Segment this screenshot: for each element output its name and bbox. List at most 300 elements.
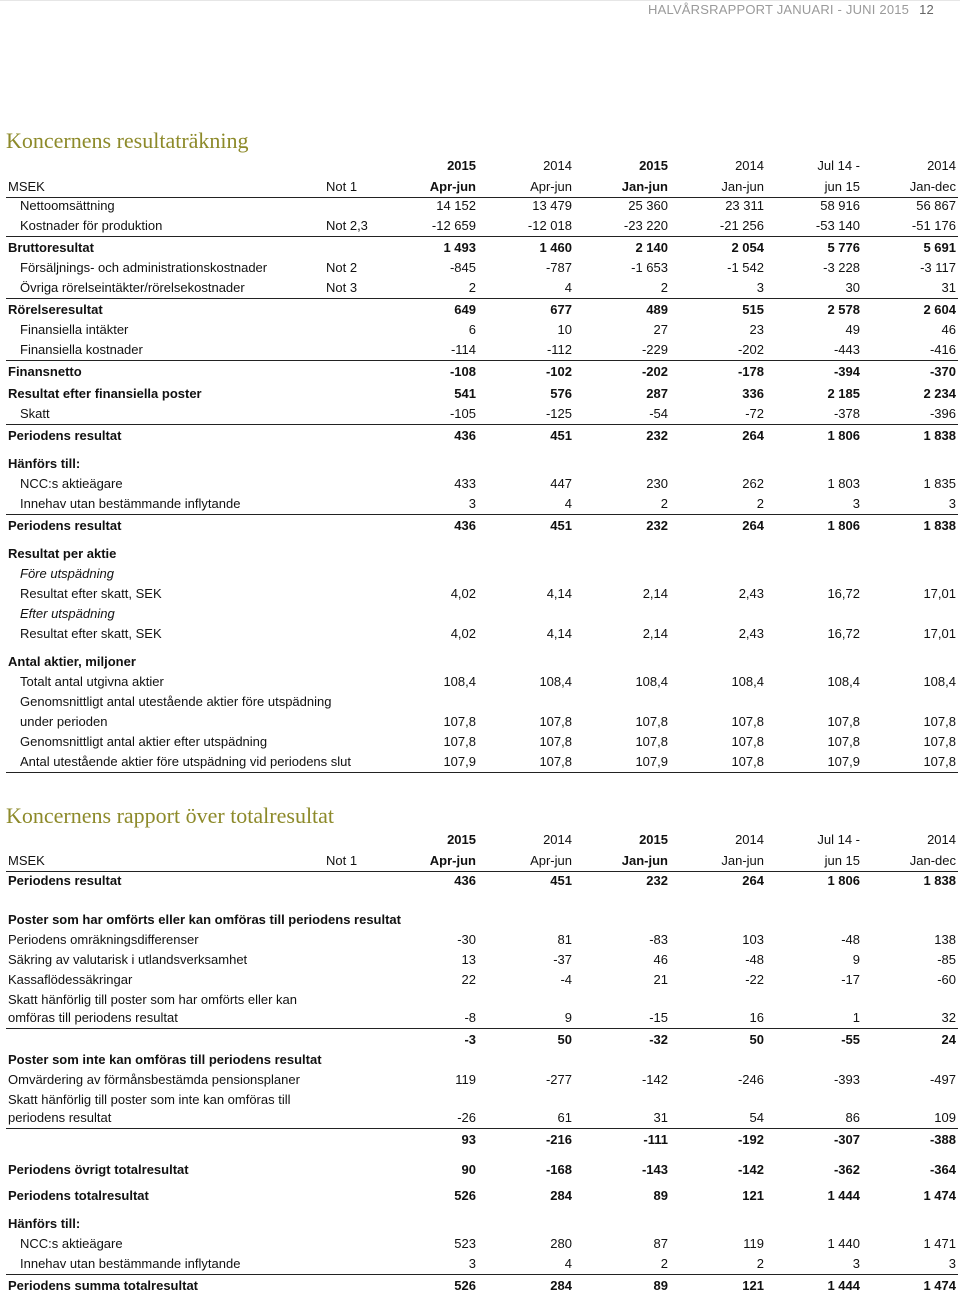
- cell-value: -54: [649, 406, 668, 421]
- cell-value: 107,8: [443, 714, 476, 729]
- cell-value: 264: [742, 428, 764, 443]
- cell-value: 284: [550, 1188, 572, 1203]
- row-label: Omvärdering av förmånsbestämda pensionsplaner: [8, 1072, 300, 1087]
- row-label: Resultat efter skatt, SEK: [20, 626, 162, 641]
- row-label: Hänförs till:: [8, 1216, 81, 1231]
- row-label: Periodens resultat: [8, 428, 122, 443]
- table-row: [6, 300, 958, 320]
- table-row: [6, 584, 958, 604]
- cell-value: 107,8: [635, 714, 668, 729]
- cell-value: 5 776: [827, 240, 860, 255]
- column-period-row: [6, 177, 958, 198]
- cell-value: 436: [454, 428, 476, 443]
- cell-value: 119: [743, 1236, 764, 1251]
- cell-value: 1 806: [827, 428, 860, 443]
- table-row: [6, 238, 958, 258]
- cell-value: 119: [455, 1072, 476, 1087]
- cell-value: -202: [737, 342, 764, 357]
- column-year: 2014: [543, 158, 572, 173]
- cell-value: 121: [742, 1278, 764, 1293]
- table-row: [6, 1030, 958, 1050]
- cell-value: -114: [450, 342, 476, 357]
- income-statement-title: Koncernens resultaträkning: [6, 128, 249, 153]
- cell-value: 3: [468, 496, 476, 511]
- cell-value: 230: [646, 476, 668, 491]
- cell-value: -30: [457, 932, 476, 947]
- cell-value: 264: [742, 873, 764, 888]
- cell-value: 1 806: [827, 518, 860, 533]
- cell-value: 5 691: [923, 240, 956, 255]
- column-year: 2014: [543, 832, 572, 847]
- cell-value: 3: [948, 496, 956, 511]
- column-year: 2015: [639, 158, 668, 173]
- cell-value: -23 220: [623, 218, 668, 233]
- cell-value: 280: [550, 1236, 572, 1251]
- cell-value: 107,8: [731, 734, 764, 749]
- row-label: Skatt: [20, 406, 50, 421]
- cell-value: 1 838: [923, 428, 956, 443]
- row-label: Kassaflödessäkringar: [8, 972, 133, 987]
- cell-value: -53 140: [815, 218, 860, 233]
- cell-value: -192: [737, 1132, 764, 1147]
- cell-value: 1 493: [443, 240, 476, 255]
- cell-value: -51 176: [911, 218, 956, 233]
- table-row: [6, 712, 958, 732]
- cell-value: 4,02: [450, 626, 476, 641]
- cell-value: 4: [564, 496, 572, 511]
- cell-value: -202: [641, 364, 668, 379]
- cell-value: 2: [660, 280, 668, 295]
- row-label: Efter utspädning: [20, 606, 115, 621]
- cell-value: 4: [564, 1256, 572, 1271]
- cell-value: -55: [841, 1032, 860, 1047]
- cell-value: 287: [646, 386, 668, 401]
- table-row: [6, 910, 958, 930]
- cell-value: 3: [852, 496, 860, 511]
- cell-value: 264: [742, 518, 764, 533]
- cell-value: -3 117: [920, 260, 956, 275]
- table-row: [6, 970, 958, 990]
- unit-label: MSEK: [8, 179, 45, 194]
- row-label: Före utspädning: [20, 566, 114, 581]
- cell-value: 17,01: [923, 586, 956, 601]
- table-row: [6, 454, 958, 474]
- cell-value: 17,01: [923, 626, 956, 641]
- cell-value: 107,8: [731, 714, 764, 729]
- cell-value: -12 018: [527, 218, 572, 233]
- column-year: 2015: [447, 158, 476, 173]
- cell-value: 1 474: [923, 1278, 956, 1293]
- row-label: Periodens omräkningsdifferenser: [8, 932, 199, 947]
- column-period: Jan-jun: [721, 179, 764, 194]
- table-row: [6, 732, 958, 752]
- row-note: Not 2,3: [326, 218, 368, 233]
- cell-value: -142: [737, 1162, 764, 1177]
- cell-value: 262: [742, 476, 764, 491]
- cell-value: -32: [649, 1032, 668, 1047]
- table-row: [6, 1186, 958, 1206]
- row-label: Bruttoresultat: [8, 240, 94, 255]
- cell-value: -3 228: [823, 260, 860, 275]
- column-period: jun 15: [824, 853, 860, 868]
- table-row: [6, 404, 958, 425]
- cell-value: 3: [948, 1256, 956, 1271]
- cell-value: 523: [454, 1236, 476, 1251]
- cell-value: 451: [550, 518, 572, 533]
- cell-value: 4,14: [546, 626, 572, 641]
- cell-value: 24: [941, 1032, 956, 1047]
- cell-value: -3: [464, 1032, 476, 1047]
- cell-value: 2 185: [827, 386, 860, 401]
- cell-value: 61: [557, 1110, 572, 1125]
- table-row: [6, 672, 958, 692]
- row-note: Not 3: [326, 280, 358, 295]
- cell-value: 1 440: [827, 1236, 860, 1251]
- cell-value: 89: [653, 1278, 668, 1293]
- cell-value: 32: [941, 1010, 956, 1025]
- cell-value: 23: [749, 322, 764, 337]
- cell-value: -85: [937, 952, 956, 967]
- column-period: Jan-jun: [621, 179, 668, 194]
- row-label: under perioden: [20, 714, 108, 729]
- cell-value: -307: [833, 1132, 860, 1147]
- cell-value: -845: [449, 260, 476, 275]
- cell-value: 2: [468, 280, 476, 295]
- row-label: Resultat efter skatt, SEK: [20, 586, 162, 601]
- cell-value: 3: [852, 1256, 860, 1271]
- cell-value: 10: [557, 322, 572, 337]
- cell-value: -393: [833, 1072, 860, 1087]
- row-label: Periodens övrigt totalresultat: [8, 1162, 189, 1177]
- cell-value: 16,72: [827, 586, 860, 601]
- row-label: Rörelseresultat: [8, 302, 103, 317]
- table-row: [6, 340, 958, 361]
- cell-value: 13 479: [532, 198, 572, 213]
- cell-value: 677: [550, 302, 572, 317]
- table-row: [6, 930, 958, 950]
- cell-value: 489: [646, 302, 668, 317]
- cell-value: -48: [745, 952, 764, 967]
- table-row: [6, 752, 958, 773]
- cell-value: 4,14: [546, 586, 572, 601]
- cell-value: 4: [564, 280, 572, 295]
- cell-value: -394: [833, 364, 860, 379]
- column-year: 2014: [735, 158, 764, 173]
- row-label: Övriga rörelseintäkter/rörelsekostnader: [20, 280, 245, 295]
- column-period: Jan-dec: [909, 179, 956, 194]
- cell-value: -362: [833, 1162, 860, 1177]
- column-period-row: [6, 851, 958, 872]
- table-row: [6, 362, 958, 382]
- cell-value: 433: [454, 476, 476, 491]
- table-row: [6, 1108, 958, 1129]
- cell-value: -26: [457, 1110, 476, 1125]
- row-label: NCC:s aktieägare: [20, 1236, 123, 1251]
- cell-value: 1 471: [923, 1236, 956, 1251]
- column-period: Jan-jun: [721, 853, 764, 868]
- cell-value: 2: [756, 496, 764, 511]
- cell-value: 2 054: [731, 240, 764, 255]
- cell-value: 89: [653, 1188, 668, 1203]
- row-label: Resultat efter finansiella poster: [8, 386, 202, 401]
- table-row: [6, 1090, 958, 1110]
- table-row: [6, 1160, 958, 1180]
- table-row: [6, 692, 958, 712]
- cell-value: -17: [841, 972, 860, 987]
- column-year: 2014: [927, 158, 956, 173]
- column-year: 2014: [927, 832, 956, 847]
- cell-value: 1 444: [827, 1278, 860, 1293]
- cell-value: 16: [749, 1010, 764, 1025]
- row-label: Finansiella intäkter: [20, 322, 129, 337]
- table-row: [6, 544, 958, 564]
- row-label: Skatt hänförlig till poster som har omförts eller kan: [8, 992, 298, 1007]
- cell-value: 9: [564, 1010, 572, 1025]
- cell-value: 108,4: [731, 674, 764, 689]
- cell-value: 107,8: [923, 754, 956, 769]
- row-label: periodens resultat: [8, 1110, 112, 1125]
- cell-value: 1 474: [923, 1188, 956, 1203]
- cell-value: -111: [643, 1132, 668, 1147]
- cell-value: 121: [742, 1188, 764, 1203]
- cell-value: 451: [550, 873, 572, 888]
- row-label: Antal aktier, miljoner: [8, 654, 136, 669]
- cell-value: 447: [550, 476, 572, 491]
- column-period: Apr-jun: [530, 853, 572, 868]
- column-year: 2015: [447, 832, 476, 847]
- row-label: Poster som inte kan omföras till periodens resultat: [8, 1052, 322, 1067]
- table-row: [6, 1254, 958, 1275]
- table-row: [6, 494, 958, 515]
- row-label: Periodens totalresultat: [8, 1188, 149, 1203]
- cell-value: -416: [929, 342, 956, 357]
- cell-value: -8: [464, 1010, 476, 1025]
- cell-value: 138: [934, 932, 956, 947]
- row-label: Periodens summa totalresultat: [8, 1278, 198, 1293]
- table-row: [6, 1130, 958, 1150]
- cell-value: 16,72: [827, 626, 860, 641]
- cell-value: 108,4: [923, 674, 956, 689]
- table-row: [6, 516, 958, 536]
- cell-value: 107,9: [443, 754, 476, 769]
- column-year: 2015: [639, 832, 668, 847]
- cell-value: 284: [550, 1278, 572, 1293]
- cell-value: 87: [653, 1236, 668, 1251]
- table-row: [6, 258, 958, 278]
- cell-value: 2 140: [635, 240, 668, 255]
- row-label: Finansnetto: [8, 364, 82, 379]
- cell-value: -142: [641, 1072, 668, 1087]
- cell-value: 86: [845, 1110, 860, 1125]
- cell-value: 107,8: [443, 734, 476, 749]
- cell-value: 576: [550, 386, 572, 401]
- table-row: [6, 1214, 958, 1234]
- column-period: Apr-jun: [530, 179, 572, 194]
- cell-value: 50: [557, 1032, 572, 1047]
- cell-value: 108,4: [827, 674, 860, 689]
- cell-value: -178: [737, 364, 764, 379]
- table-row: [6, 871, 958, 891]
- cell-value: -108: [449, 364, 476, 379]
- cell-value: 2 578: [827, 302, 860, 317]
- cell-value: 1: [852, 1010, 860, 1025]
- table-row: [6, 426, 958, 446]
- table-row: [6, 278, 958, 299]
- cell-value: 436: [454, 873, 476, 888]
- cell-value: 451: [550, 428, 572, 443]
- cell-value: -246: [737, 1072, 764, 1087]
- table-row: [6, 384, 958, 404]
- cell-value: 9: [852, 952, 860, 967]
- cell-value: -83: [649, 932, 668, 947]
- cell-value: -1 653: [631, 260, 668, 275]
- row-label: Totalt antal utgivna aktier: [20, 674, 164, 689]
- row-label: Periodens resultat: [8, 873, 122, 888]
- cell-value: 54: [749, 1110, 764, 1125]
- cell-value: -125: [545, 406, 572, 421]
- cell-value: -37: [553, 952, 572, 967]
- cell-value: 1 806: [827, 873, 860, 888]
- row-label: Antal utestående aktier före utspädning vid periodens slut: [20, 754, 351, 769]
- cell-value: 30: [845, 280, 860, 295]
- table-row: [6, 652, 958, 672]
- cell-value: 232: [646, 873, 668, 888]
- row-label: Hänförs till:: [8, 456, 81, 471]
- cell-value: 1 835: [923, 476, 956, 491]
- cell-value: 2,14: [642, 626, 668, 641]
- cell-value: 13: [461, 952, 476, 967]
- cell-value: 3: [468, 1256, 476, 1271]
- cell-value: 23 311: [725, 198, 764, 213]
- row-label: Resultat per aktie: [8, 546, 117, 561]
- row-label: Finansiella kostnader: [20, 342, 143, 357]
- cell-value: -60: [937, 972, 956, 987]
- row-label: Genomsnittligt antal aktier efter utspädning: [20, 734, 268, 749]
- cell-value: 2: [660, 496, 668, 511]
- cell-value: -48: [841, 932, 860, 947]
- table-row: [6, 1050, 958, 1070]
- cell-value: -72: [745, 406, 764, 421]
- cell-value: -396: [929, 406, 956, 421]
- cell-value: 2,43: [738, 626, 764, 641]
- table-row: [6, 604, 958, 624]
- table-row: [6, 990, 958, 1010]
- cell-value: 526: [454, 1188, 476, 1203]
- cell-value: 50: [749, 1032, 764, 1047]
- cell-value: 90: [461, 1162, 476, 1177]
- cell-value: -102: [545, 364, 572, 379]
- cell-value: 107,9: [827, 754, 860, 769]
- cell-value: -443: [833, 342, 860, 357]
- page-number: 12: [919, 2, 934, 17]
- note-label: Not 1: [326, 179, 358, 194]
- column-year-row: [6, 156, 958, 176]
- cell-value: -388: [929, 1132, 956, 1147]
- column-period: Jan-dec: [909, 853, 956, 868]
- row-label: Kostnader för produktion: [20, 218, 163, 233]
- cell-value: -216: [545, 1132, 572, 1147]
- cell-value: -4: [560, 972, 572, 987]
- cell-value: 46: [941, 322, 956, 337]
- row-label: Poster som har omförts eller kan omföras till periodens resultat: [8, 912, 401, 927]
- cell-value: 107,9: [635, 754, 668, 769]
- cell-value: 108,4: [443, 674, 476, 689]
- table-row: [6, 196, 958, 216]
- cell-value: 1 838: [923, 518, 956, 533]
- cell-value: 3: [756, 280, 764, 295]
- cell-value: 107,8: [827, 734, 860, 749]
- cell-value: -370: [929, 364, 956, 379]
- table-row: [6, 216, 958, 237]
- cell-value: -143: [641, 1162, 668, 1177]
- header-rule: [0, 0, 960, 1]
- cell-value: 58 916: [820, 198, 860, 213]
- cell-value: -364: [929, 1162, 956, 1177]
- row-label: Periodens resultat: [8, 518, 122, 533]
- cell-value: -497: [929, 1072, 956, 1087]
- cell-value: -787: [545, 260, 572, 275]
- table-row: [6, 564, 958, 584]
- column-period: jun 15: [824, 179, 860, 194]
- table-row: [6, 1008, 958, 1029]
- row-label: Säkring av valutarisk i utlandsverksamhet: [8, 952, 248, 967]
- table-row: [6, 950, 958, 970]
- cell-value: 2,43: [738, 586, 764, 601]
- row-label: NCC:s aktieägare: [20, 476, 123, 491]
- cell-value: 14 152: [436, 198, 476, 213]
- cell-value: 107,8: [923, 714, 956, 729]
- cell-value: 526: [454, 1278, 476, 1293]
- cell-value: 46: [653, 952, 668, 967]
- cell-value: 22: [461, 972, 476, 987]
- cell-value: 31: [941, 280, 956, 295]
- cell-value: 27: [653, 322, 668, 337]
- cell-value: 56 867: [916, 198, 956, 213]
- cell-value: -1 542: [727, 260, 764, 275]
- cell-value: 107,8: [731, 754, 764, 769]
- row-label: Nettoomsättning: [20, 198, 115, 213]
- cell-value: 31: [653, 1110, 668, 1125]
- cell-value: 107,8: [827, 714, 860, 729]
- row-label: Försäljnings- och administrationskostnader: [20, 260, 268, 275]
- cell-value: 81: [557, 932, 572, 947]
- cell-value: 25 360: [628, 198, 668, 213]
- table-row: [6, 320, 958, 340]
- row-label: Genomsnittligt antal utestående aktier före utspädning: [20, 694, 332, 709]
- cell-value: 107,8: [539, 754, 572, 769]
- cell-value: 21: [653, 972, 668, 987]
- unit-label: MSEK: [8, 853, 45, 868]
- cell-value: 1 444: [827, 1188, 860, 1203]
- table-row: [6, 474, 958, 494]
- table-row: [6, 624, 958, 644]
- running-header: [648, 2, 934, 17]
- column-year-row: [6, 830, 958, 850]
- row-label: omföras till periodens resultat: [8, 1010, 178, 1025]
- cell-value: 2: [660, 1256, 668, 1271]
- cell-value: -378: [833, 406, 860, 421]
- row-label: Skatt hänförlig till poster som inte kan omföras till: [8, 1092, 291, 1107]
- cell-value: 1 803: [827, 476, 860, 491]
- comprehensive-income-title: Koncernens rapport över totalresultat: [6, 803, 335, 828]
- row-label: Innehav utan bestämmande inflytande: [20, 496, 241, 511]
- note-label: Not 1: [326, 853, 358, 868]
- cell-value: 2 604: [923, 302, 956, 317]
- cell-value: 49: [845, 322, 860, 337]
- column-period: Apr-jun: [429, 179, 476, 194]
- column-period: Jan-jun: [621, 853, 668, 868]
- cell-value: -277: [545, 1072, 572, 1087]
